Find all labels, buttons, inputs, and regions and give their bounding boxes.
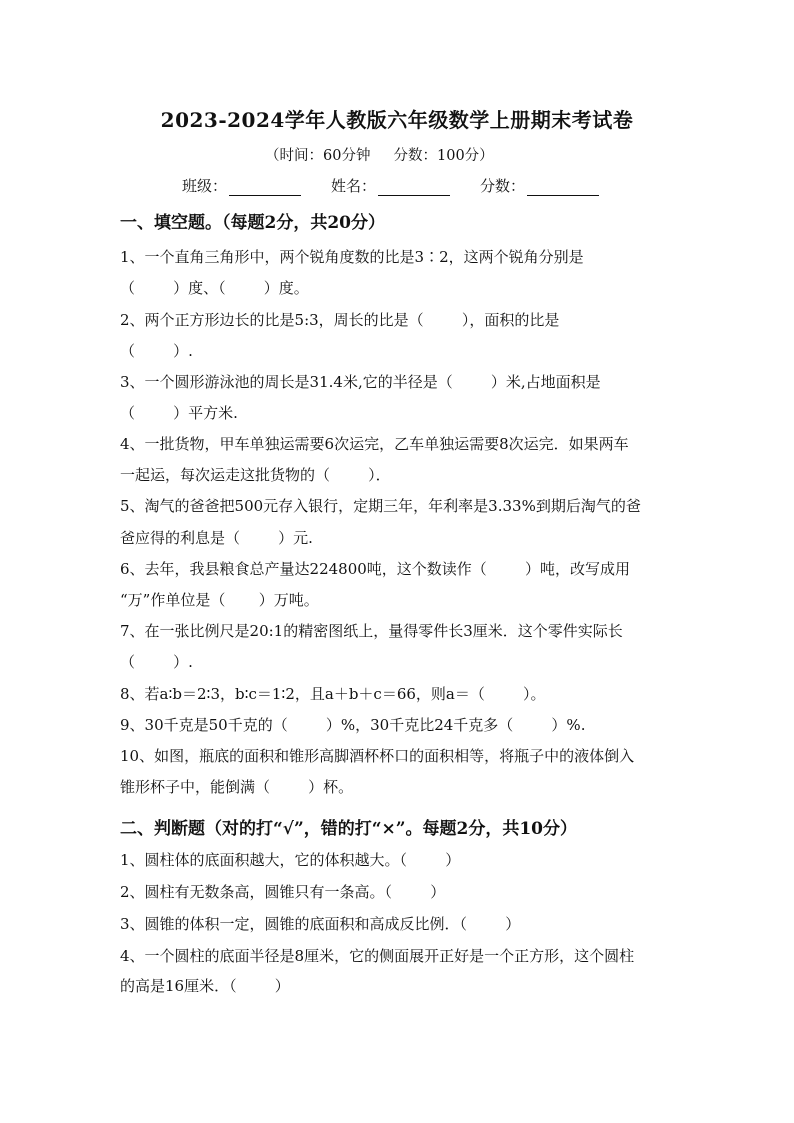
question-line: 7、在一张比例尺是20:1的精密图纸上，量得零件长3厘米．这个零件实际长 (120, 622, 623, 640)
question-line: 3、圆锥的体积一定，圆锥的底面积和高成反比例．（ ） (120, 915, 521, 933)
exam-title: 2023-2024学年人教版六年级数学上册期末考试卷 (160, 108, 634, 132)
score-field (480, 175, 599, 196)
question-line: 4、一个圆柱的底面半径是8厘米，它的侧面展开正好是一个正方形，这个圆柱 (120, 947, 635, 965)
class-field (182, 175, 301, 196)
question-line: 2、两个正方形边长的比是5:3，周长的比是（ ），面积的比是 (120, 311, 560, 329)
question-line: 3、一个圆形游泳池的周长是31.4米,它的半径是（ ）米,占地面积是 (120, 373, 601, 391)
question-line: 锥形杯子中，能倒满（ ）杯。 (120, 778, 354, 796)
name-blank[interactable] (378, 180, 450, 196)
question-line: 9、30千克是50千克的（ ）%，30千克比24千克多（ ）%. (120, 716, 586, 734)
question-line: （ ）度、（ ）度。 (120, 279, 309, 297)
question-line: 5、淘气的爸爸把500元存入银行，定期三年，年利率是3.33%到期后淘气的爸 (120, 497, 641, 515)
question-line: “万”作单位是（ ）万吨。 (120, 591, 319, 609)
question-line: 1、一个直角三角形中，两个锐角度数的比是3∶2，这两个锐角分别是 (120, 248, 584, 266)
question-line: （ ）平方米. (120, 404, 238, 422)
score-label: 分数： (480, 177, 526, 195)
question-line: （ ）. (120, 653, 193, 671)
score-blank[interactable] (527, 180, 599, 196)
exam-subtitle: （时间：60分钟 分数：100分） (265, 148, 494, 164)
question-line: 爸应得的利息是（ ）元. (120, 529, 313, 547)
question-line: 1、圆柱体的底面积越大，它的体积越大。（ ） (120, 851, 461, 869)
section1-title: 一、填空题。（每题2分，共20分） (120, 213, 385, 233)
question-line: 一起运，每次运走这批货物的（ ）． (120, 466, 391, 484)
question-line: 6、去年，我县粮食总产量达224800吨，这个数读作（ ）吨，改写成用 (120, 560, 630, 578)
question-line: 的高是16厘米．（ ） (120, 977, 290, 995)
question-line: 4、一批货物，甲车单独运需要6次运完，乙车单独运需要8次运完．如果两车 (120, 435, 629, 453)
question-line: 2、圆柱有无数条高，圆锥只有一条高。（ ） (120, 883, 446, 901)
class-label: 班级： (182, 177, 228, 195)
section2-title: 二、判断题（对的打“√”，错的打“×”。每题2分，共10分） (120, 819, 578, 839)
question-line: （ ）. (120, 342, 193, 360)
question-line: 10、如图，瓶底的面积和锥形高脚酒杯杯口的面积相等，将瓶子中的液体倒入 (120, 747, 635, 765)
class-blank[interactable] (229, 180, 301, 196)
question-line: 8、若a∶b＝2∶3，b∶c＝1∶2，且a＋b＋c＝66，则a＝（ ）。 (120, 685, 546, 703)
name-field (331, 175, 450, 196)
name-label: 姓名： (331, 177, 377, 195)
student-info-line (182, 175, 632, 196)
